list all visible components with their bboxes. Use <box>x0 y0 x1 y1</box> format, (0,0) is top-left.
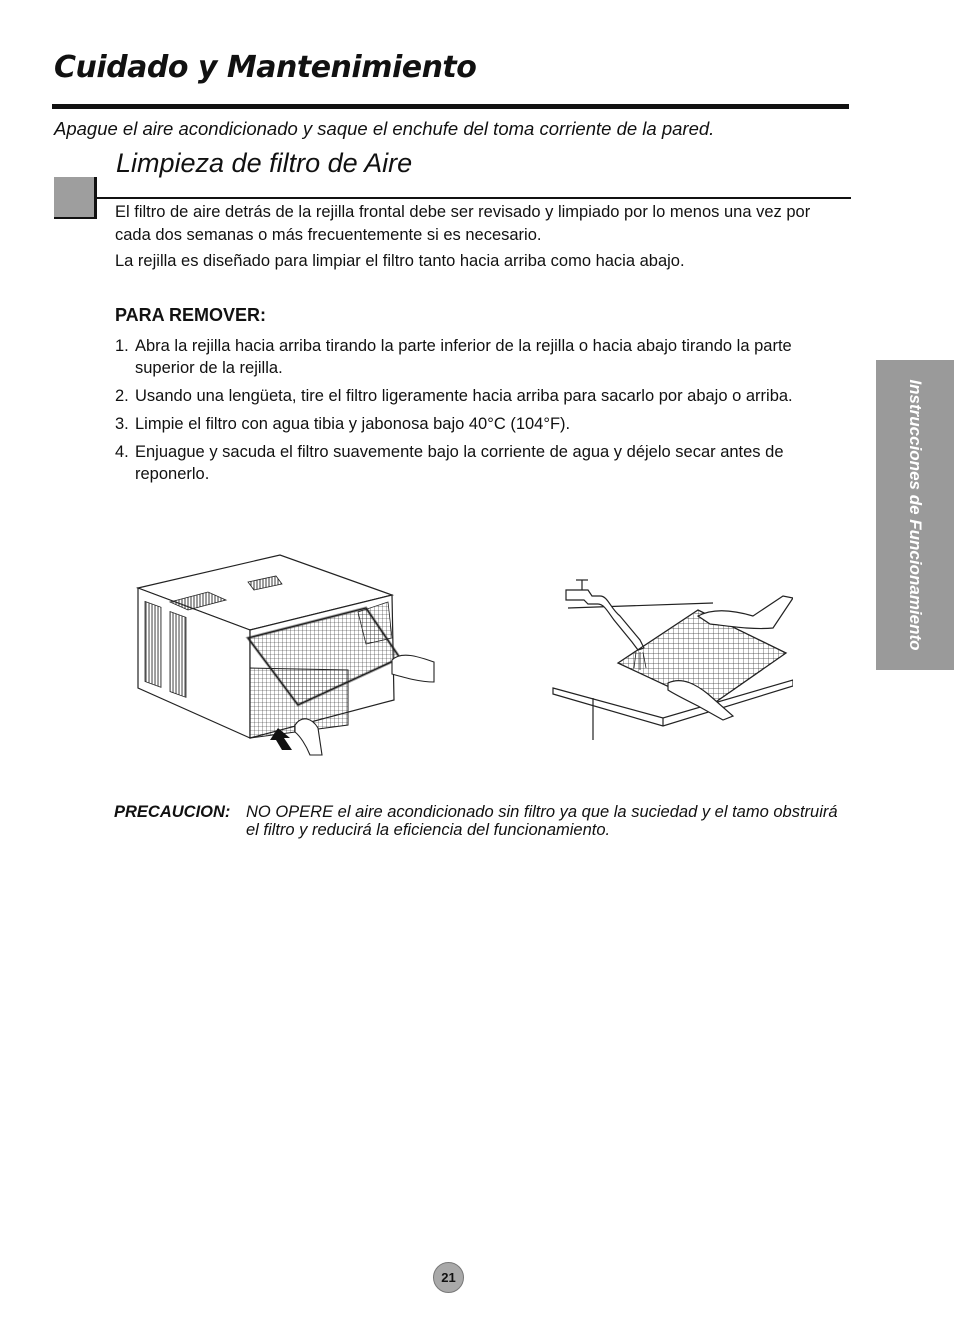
step-text: Usando una lengüeta, tire el filtro ligeramente hacia arriba para sacarlo por abajo o arriba. <box>135 387 793 405</box>
section-paragraph-2: La rejilla es diseñado para limpiar el filtro tanto hacia arriba como hacia abajo. <box>115 252 685 270</box>
intro-warning: Apague el aire acondicionado y saque el enchufe del toma corriente de la pared. <box>54 118 715 139</box>
step-number: 1. <box>115 337 129 355</box>
air-conditioner-illustration <box>130 550 440 765</box>
list-item <box>115 441 840 485</box>
page-number: 21 <box>433 1262 464 1293</box>
side-tab-label: Instrucciones de Funcionamiento <box>906 379 925 651</box>
list-item <box>115 385 840 407</box>
remove-heading: PARA REMOVER: <box>115 305 267 325</box>
list-item <box>115 413 840 435</box>
step-number: 2. <box>115 387 129 405</box>
caution-label: PRECAUCION: <box>114 803 231 821</box>
remove-steps-list <box>115 335 840 491</box>
page-title: Cuidado y Mantenimiento <box>54 50 477 85</box>
step-text: Abra la rejilla hacia arriba tirando la parte inferior de la rejilla o hacia abajo tirando la parte superior de la rejilla. <box>135 337 792 377</box>
side-section-tab <box>876 360 954 670</box>
step-text: Enjuague y sacuda el filtro suavemente bajo la corriente de agua y déjelo secar antes de reponerlo. <box>135 443 784 483</box>
list-item <box>115 335 840 379</box>
section-paragraph-1: El filtro de aire detrás de la rejilla frontal debe ser revisado y limpiado por lo menos una vez por cada dos semanas o más frecuentemente si es necesario. <box>115 203 811 244</box>
step-text: Limpie el filtro con agua tibia y jabonosa bajo 40°C (104°F). <box>135 415 571 433</box>
section-title: Limpieza de filtro de Aire <box>116 148 413 178</box>
faucet-washing-illustration <box>548 568 793 748</box>
caution-text: NO OPERE el aire acondicionado sin filtro ya que la suciedad y el tamo obstruirá el filtro y reducirá la eficiencia del funcionamiento. <box>246 803 838 839</box>
step-number: 4. <box>115 443 129 461</box>
section-divider <box>96 197 851 199</box>
section-marker <box>54 177 94 217</box>
step-number: 3. <box>115 415 129 433</box>
title-divider <box>52 104 849 109</box>
